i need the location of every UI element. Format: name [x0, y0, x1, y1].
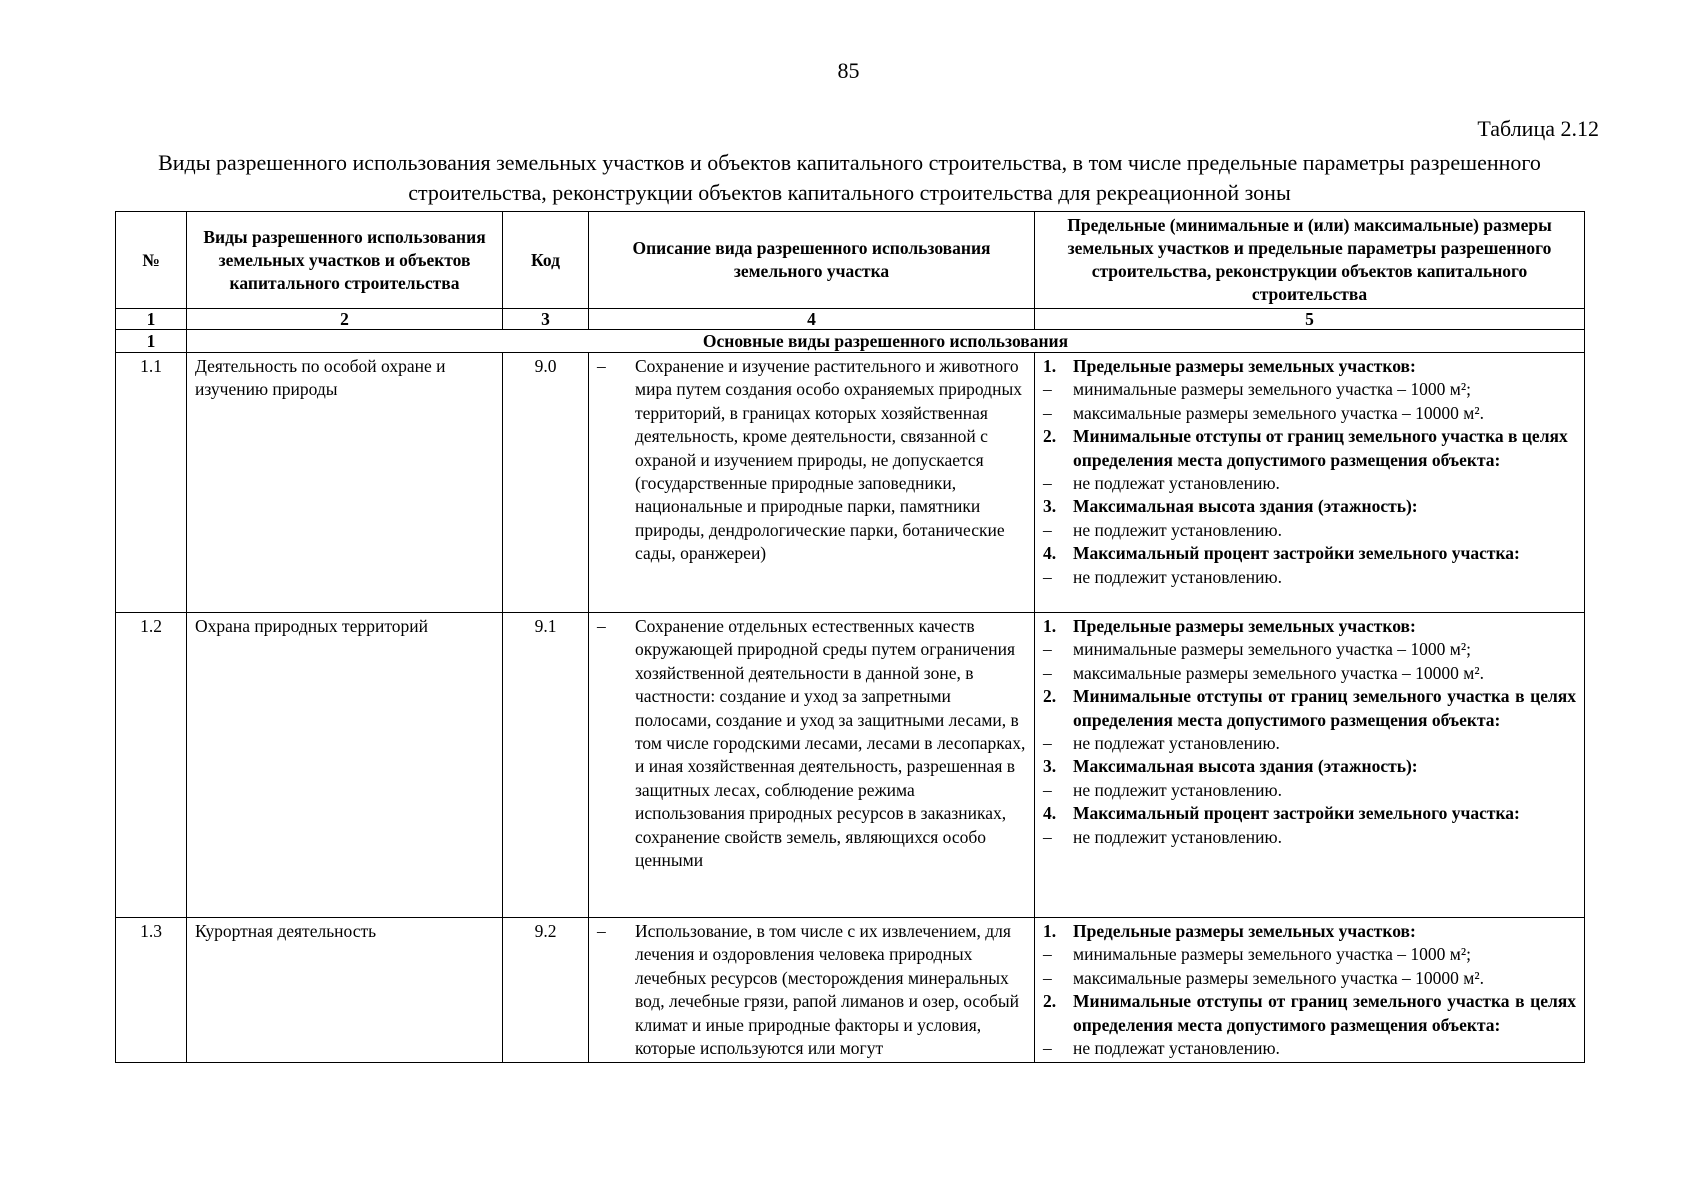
param-value: не подлежит установлению. — [1073, 519, 1282, 540]
row-code: 9.2 — [503, 918, 589, 1063]
dash-marker: – — [1043, 967, 1052, 988]
item-number: 4. — [1043, 543, 1057, 564]
column-number-row — [116, 309, 1585, 330]
dash-marker: – — [1043, 639, 1052, 660]
param-heading: Максимальная высота здания (этажность): — [1073, 756, 1418, 777]
dash-marker: – — [1043, 733, 1052, 754]
param-heading: Минимальные отступы от границ земельного участка в целях определения места допустимого размещения объекта: — [1073, 686, 1576, 730]
param-value: максимальные размеры земельного участка – 10000 м². — [1073, 402, 1484, 423]
row-num: 1.3 — [116, 918, 187, 1063]
dash-marker: – — [1043, 519, 1052, 540]
param-value: максимальные размеры земельного участка – 10000 м². — [1073, 662, 1484, 683]
dash-marker: – — [1043, 826, 1052, 847]
land-use-table — [115, 211, 1585, 1063]
column-number: 3 — [503, 309, 589, 330]
param-value: не подлежат установлению. — [1073, 473, 1280, 494]
row-num: 1.2 — [116, 613, 187, 918]
item-number: 2. — [1043, 686, 1057, 707]
table-label: Таблица 2.12 — [1477, 116, 1599, 141]
param-value: минимальные размеры земельного участка – 1000 м²; — [1073, 379, 1471, 400]
item-number: 3. — [1043, 496, 1057, 517]
row-type: Охрана природных территорий — [187, 613, 503, 918]
row-params — [1035, 613, 1585, 918]
header-num: № — [116, 212, 187, 309]
item-number: 1. — [1043, 921, 1057, 941]
row-type: Деятельность по особой охране и изучению природы — [187, 353, 503, 613]
row-type: Курортная деятельность — [187, 918, 503, 1063]
table-row — [116, 353, 1585, 613]
desc-text: Сохранение отдельных естественных качеств окружающей природной среды путем ограничения хозяйственной деятельности в данной зоне, в частности: создание и уход за запретными полосами, создание и уход за защитными лесами, в том числе городскими лесами, лесами в лесопарках, и иная хозяйственная деятельность, разрешенная в защитных лесах, соблюдение режима использования природных ресурсов в заказниках, сохранение свойств земель, являющихся особо ценными — [635, 616, 1026, 871]
column-number: 1 — [116, 309, 187, 330]
dash-marker: – — [597, 356, 606, 376]
param-value: максимальные размеры земельного участка – 10000 м². — [1073, 967, 1484, 988]
column-number: 5 — [1035, 309, 1585, 330]
desc-text: Сохранение и изучение растительного и животного мира путем создания особо охраняемых природных территорий, в границах которых хозяйственная деятельность, кроме деятельности, связанной с охраной и изучением природы, не допускается (государственные природные заповедники, национальные и природные парки, памятники природы, дендрологические парки, ботанические сады, оранжереи) — [635, 356, 1022, 564]
row-desc — [589, 353, 1035, 613]
section-num: 1 — [116, 330, 187, 353]
param-heading: Предельные размеры земельных участков: — [1073, 356, 1416, 376]
dash-marker: – — [597, 921, 606, 941]
dash-marker: – — [1043, 379, 1052, 400]
param-heading: Предельные размеры земельных участков: — [1073, 921, 1416, 941]
table-row — [116, 918, 1585, 1063]
dash-marker: – — [1043, 779, 1052, 800]
item-number: 2. — [1043, 426, 1057, 447]
dash-marker: – — [1043, 662, 1052, 683]
item-number: 1. — [1043, 356, 1057, 376]
column-number: 2 — [187, 309, 503, 330]
row-params — [1035, 353, 1585, 613]
item-number: 2. — [1043, 991, 1057, 1012]
param-value: не подлежат установлению. — [1073, 733, 1280, 754]
param-heading: Минимальные отступы от границ земельного участка в целях определения места допустимого размещения объекта: — [1073, 426, 1568, 470]
header-params: Предельные (минимальные и (или) максимальные) размеры земельных участков и предельные параметры разрешенного строительства, реконструкции объектов капитального строительства — [1035, 212, 1585, 309]
row-desc — [589, 613, 1035, 918]
section-row — [116, 330, 1585, 353]
param-value: минимальные размеры земельного участка – 1000 м²; — [1073, 639, 1471, 660]
param-value: не подлежат установлению. — [1073, 1038, 1280, 1059]
item-number: 3. — [1043, 756, 1057, 777]
header-code: Код — [503, 212, 589, 309]
section-title: Основные виды разрешенного использования — [187, 330, 1585, 353]
header-desc: Описание вида разрешенного использования земельного участка — [589, 212, 1035, 309]
dash-marker: – — [1043, 1038, 1052, 1059]
item-number: 1. — [1043, 616, 1057, 636]
param-heading: Максимальный процент застройки земельного участка: — [1073, 803, 1520, 824]
item-number: 4. — [1043, 803, 1057, 824]
column-number: 4 — [589, 309, 1035, 330]
row-code: 9.0 — [503, 353, 589, 613]
param-value: не подлежит установлению. — [1073, 826, 1282, 847]
param-value: не подлежит установлению. — [1073, 779, 1282, 800]
param-heading: Минимальные отступы от границ земельного участка в целях определения места допустимого размещения объекта: — [1073, 991, 1576, 1035]
row-params — [1035, 918, 1585, 1063]
table-row — [116, 613, 1585, 918]
dash-marker: – — [1043, 402, 1052, 423]
row-desc — [589, 918, 1035, 1063]
page-number: 85 — [837, 58, 860, 83]
dash-marker: – — [1043, 566, 1052, 587]
dash-marker: – — [597, 616, 606, 636]
header-type: Виды разрешенного использования земельных участков и объектов капитального строительства — [187, 212, 503, 309]
row-num: 1.1 — [116, 353, 187, 613]
param-heading: Предельные размеры земельных участков: — [1073, 616, 1416, 636]
header-row — [116, 212, 1585, 309]
param-value: минимальные размеры земельного участка – 1000 м²; — [1073, 944, 1471, 965]
table-title: Виды разрешенного использования земельных участков и объектов капитального строительства, в том числе предельные параметры разрешенного строительства, реконструкции объектов капитального строительства для рекреационной зоны — [158, 150, 1541, 205]
param-value: не подлежит установлению. — [1073, 566, 1282, 587]
row-code: 9.1 — [503, 613, 589, 918]
desc-text: Использование, в том числе с их извлечением, для лечения и оздоровления человека природных лечебных ресурсов (месторождения минеральных вод, лечебные грязи, рапой лиманов и озер, особый климат и иные природные факторы и условия, которые используются или могут — [635, 921, 1019, 1059]
dash-marker: – — [1043, 473, 1052, 494]
dash-marker: – — [1043, 944, 1052, 965]
param-heading: Максимальная высота здания (этажность): — [1073, 496, 1418, 517]
param-heading: Максимальный процент застройки земельного участка: — [1073, 543, 1520, 564]
